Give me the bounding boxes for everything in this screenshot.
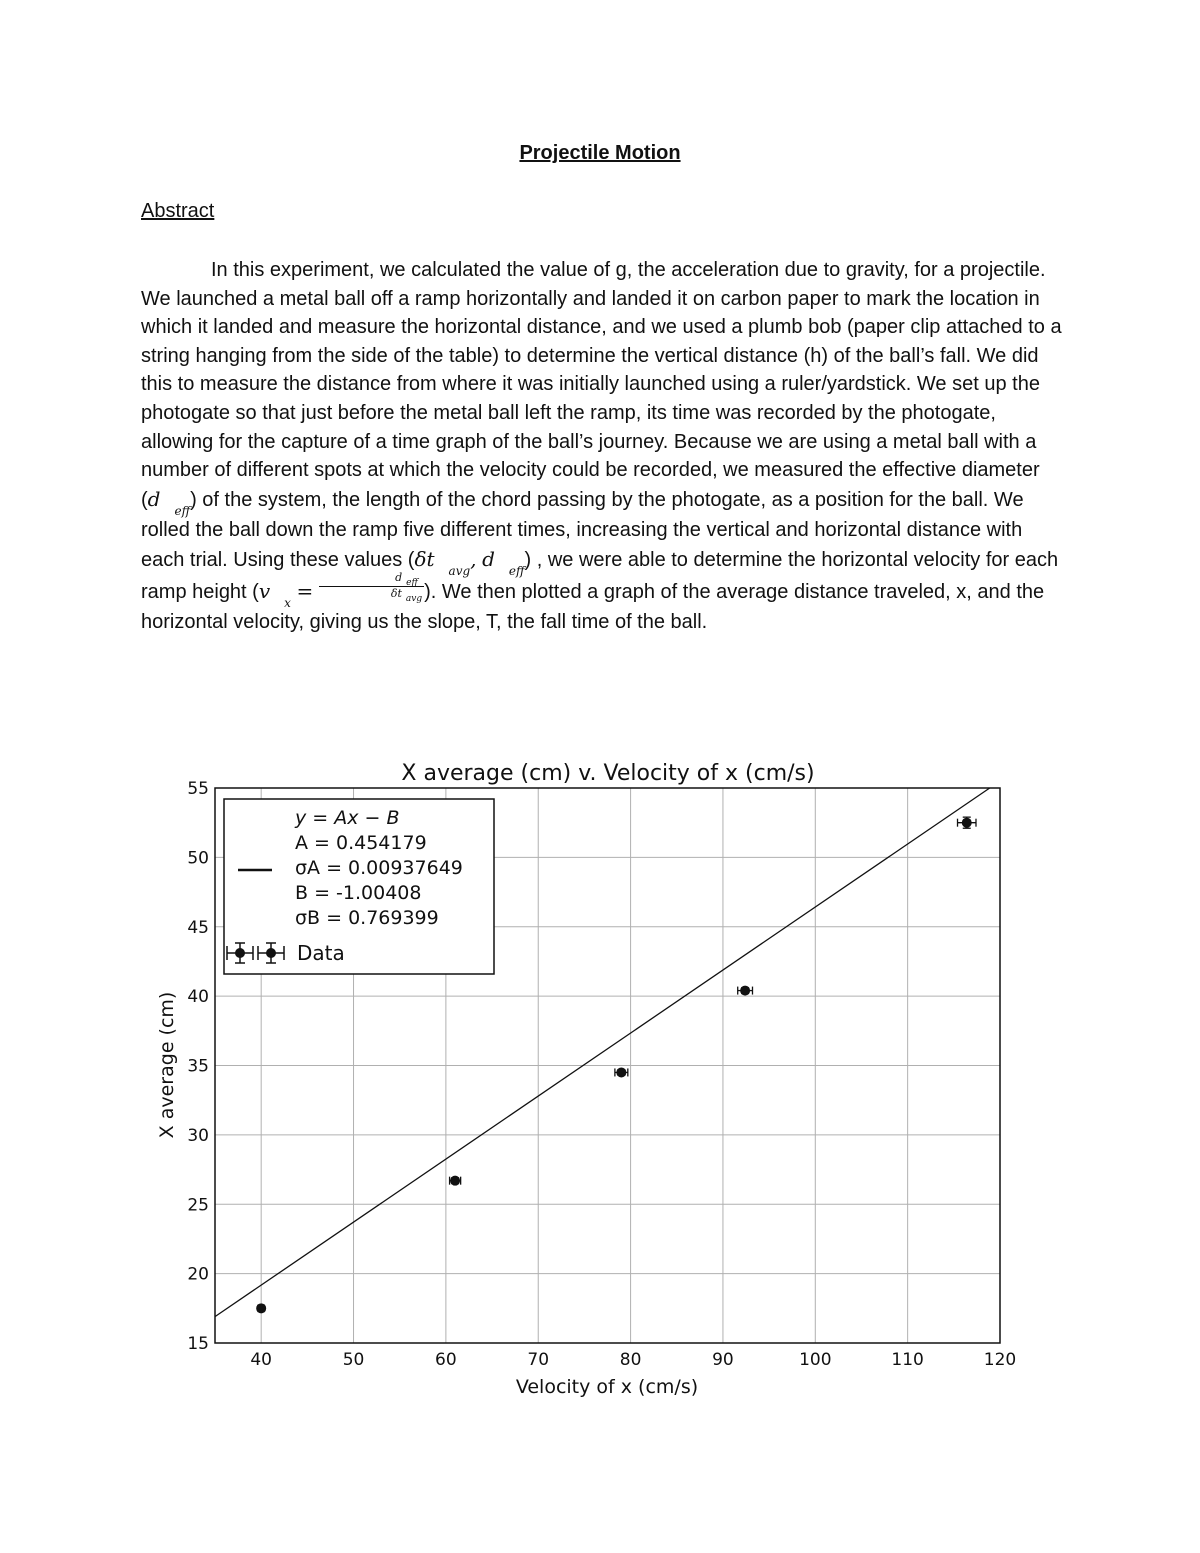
abstract-body bbox=[141, 256, 1066, 637]
abstract-text-part3: ) , we were able to determine the horizontal velocity for each ramp height ( bbox=[141, 548, 1059, 603]
y-tick-label: 45 bbox=[187, 917, 209, 938]
deff2-symbol: d bbox=[482, 546, 495, 571]
y-tick-label: 25 bbox=[187, 1195, 209, 1216]
fraction-den-symbol: δt bbox=[390, 586, 402, 600]
section-heading-abstract: Abstract bbox=[141, 200, 215, 222]
legend-fit-equation: y = Ax − B bbox=[295, 807, 400, 829]
data-marker bbox=[256, 1303, 266, 1313]
data-marker bbox=[616, 1067, 626, 1077]
x-tick-labels bbox=[250, 1350, 1016, 1370]
page-title: Projectile Motion bbox=[519, 142, 681, 164]
data-point bbox=[958, 817, 976, 828]
x-tick-label: 90 bbox=[712, 1350, 734, 1370]
vx-symbol: v bbox=[258, 578, 271, 603]
chart-legend bbox=[224, 799, 494, 974]
y-tick-label: 55 bbox=[187, 779, 209, 799]
x-tick-label: 50 bbox=[342, 1350, 365, 1370]
abstract-text-part4: ). We then plotted a graph of the average distance traveled, x, and the horizontal velocity, giving us the slope, T, the fall time of the ball. bbox=[141, 580, 1045, 634]
x-tick-label: 110 bbox=[891, 1350, 924, 1370]
legend-fit-sigma-B: σB = 0.769399 bbox=[295, 907, 439, 929]
y-tick-labels bbox=[187, 779, 209, 1354]
x-tick-label: 70 bbox=[527, 1350, 550, 1370]
abstract-text-part1: In this experiment, we calculated the value of g, the acceleration due to gravity, for a projectile. We launched a metal ball off a ramp horizontally and landed it on carbon paper to mark the location in which it landed and measure the horizontal distance, and we used a plumb bob (paper clip attached to a string hanging from the side of the table) to determine the vertical distance (h) of the ball’s fall. We did this to measure the distance from where it was initially launched using a ruler/yardstick. We set up the photogate so that just before the metal ball left the ramp, its time was recorded by the photogate, allowing for the capture of a time graph of the ball’s journey. Because we are using a metal ball with a number of different spots at which the velocity could be recorded, we measured the effective diameter ( bbox=[141, 259, 1062, 511]
vx-subscript: x bbox=[284, 595, 291, 610]
legend-fit-sigma-A: σA = 0.00937649 bbox=[295, 857, 463, 879]
data-point bbox=[256, 1303, 266, 1313]
deff2-subscript: eff bbox=[508, 563, 525, 578]
y-tick-label: 15 bbox=[187, 1334, 209, 1354]
data-marker bbox=[962, 818, 972, 828]
chart-title: X average (cm) v. Velocity of x (cm/s) bbox=[401, 761, 815, 786]
x-tick-label: 60 bbox=[435, 1350, 457, 1370]
x-tick-label: 100 bbox=[799, 1350, 832, 1370]
legend-fit-A: A = 0.454179 bbox=[295, 832, 427, 854]
legend-data-label: Data bbox=[297, 941, 345, 965]
legend-fit-B: B = -1.00408 bbox=[295, 882, 422, 904]
comma-symbol: , bbox=[470, 546, 477, 571]
fraction-num-symbol: d bbox=[395, 570, 403, 584]
y-tick-label: 40 bbox=[187, 987, 209, 1008]
fraction-num-subscript: eff bbox=[406, 577, 418, 588]
abstract-text-part2: ) of the system, the length of the chord passing by the photogate, as a position for the ball. We rolled the ball down the ramp five different times, increasing the vertical and horizontal distance with each trial. Using these values ( bbox=[141, 488, 1024, 571]
x-tick-label: 120 bbox=[983, 1350, 1017, 1370]
y-tick-label: 20 bbox=[187, 1264, 209, 1285]
y-axis-label: X average (cm) bbox=[156, 991, 178, 1139]
x-tick-label: 80 bbox=[619, 1350, 642, 1370]
velocity-fraction bbox=[319, 571, 424, 602]
y-tick-label: 30 bbox=[187, 1125, 209, 1146]
equals-symbol: = bbox=[296, 578, 314, 603]
x-tick-label: 40 bbox=[250, 1350, 272, 1370]
fraction-numerator bbox=[319, 571, 424, 587]
data-point bbox=[738, 986, 753, 996]
deff-symbol: d bbox=[147, 486, 161, 511]
y-tick-label: 50 bbox=[187, 848, 209, 869]
fraction-den-subscript: avg bbox=[405, 593, 423, 604]
dt-subscript: avg bbox=[448, 563, 471, 578]
data-marker bbox=[740, 986, 750, 996]
data-point bbox=[450, 1176, 461, 1186]
scatter-chart bbox=[140, 745, 1040, 1405]
fraction-denominator bbox=[319, 587, 424, 602]
x-axis-label: Velocity of x (cm/s) bbox=[515, 1376, 699, 1398]
y-tick-label: 35 bbox=[187, 1056, 209, 1077]
deff-subscript: eff bbox=[174, 503, 191, 518]
data-marker bbox=[450, 1176, 460, 1186]
abstract-paragraph bbox=[141, 256, 1066, 637]
dt-symbol: δt bbox=[414, 546, 435, 571]
data-point bbox=[615, 1067, 628, 1077]
